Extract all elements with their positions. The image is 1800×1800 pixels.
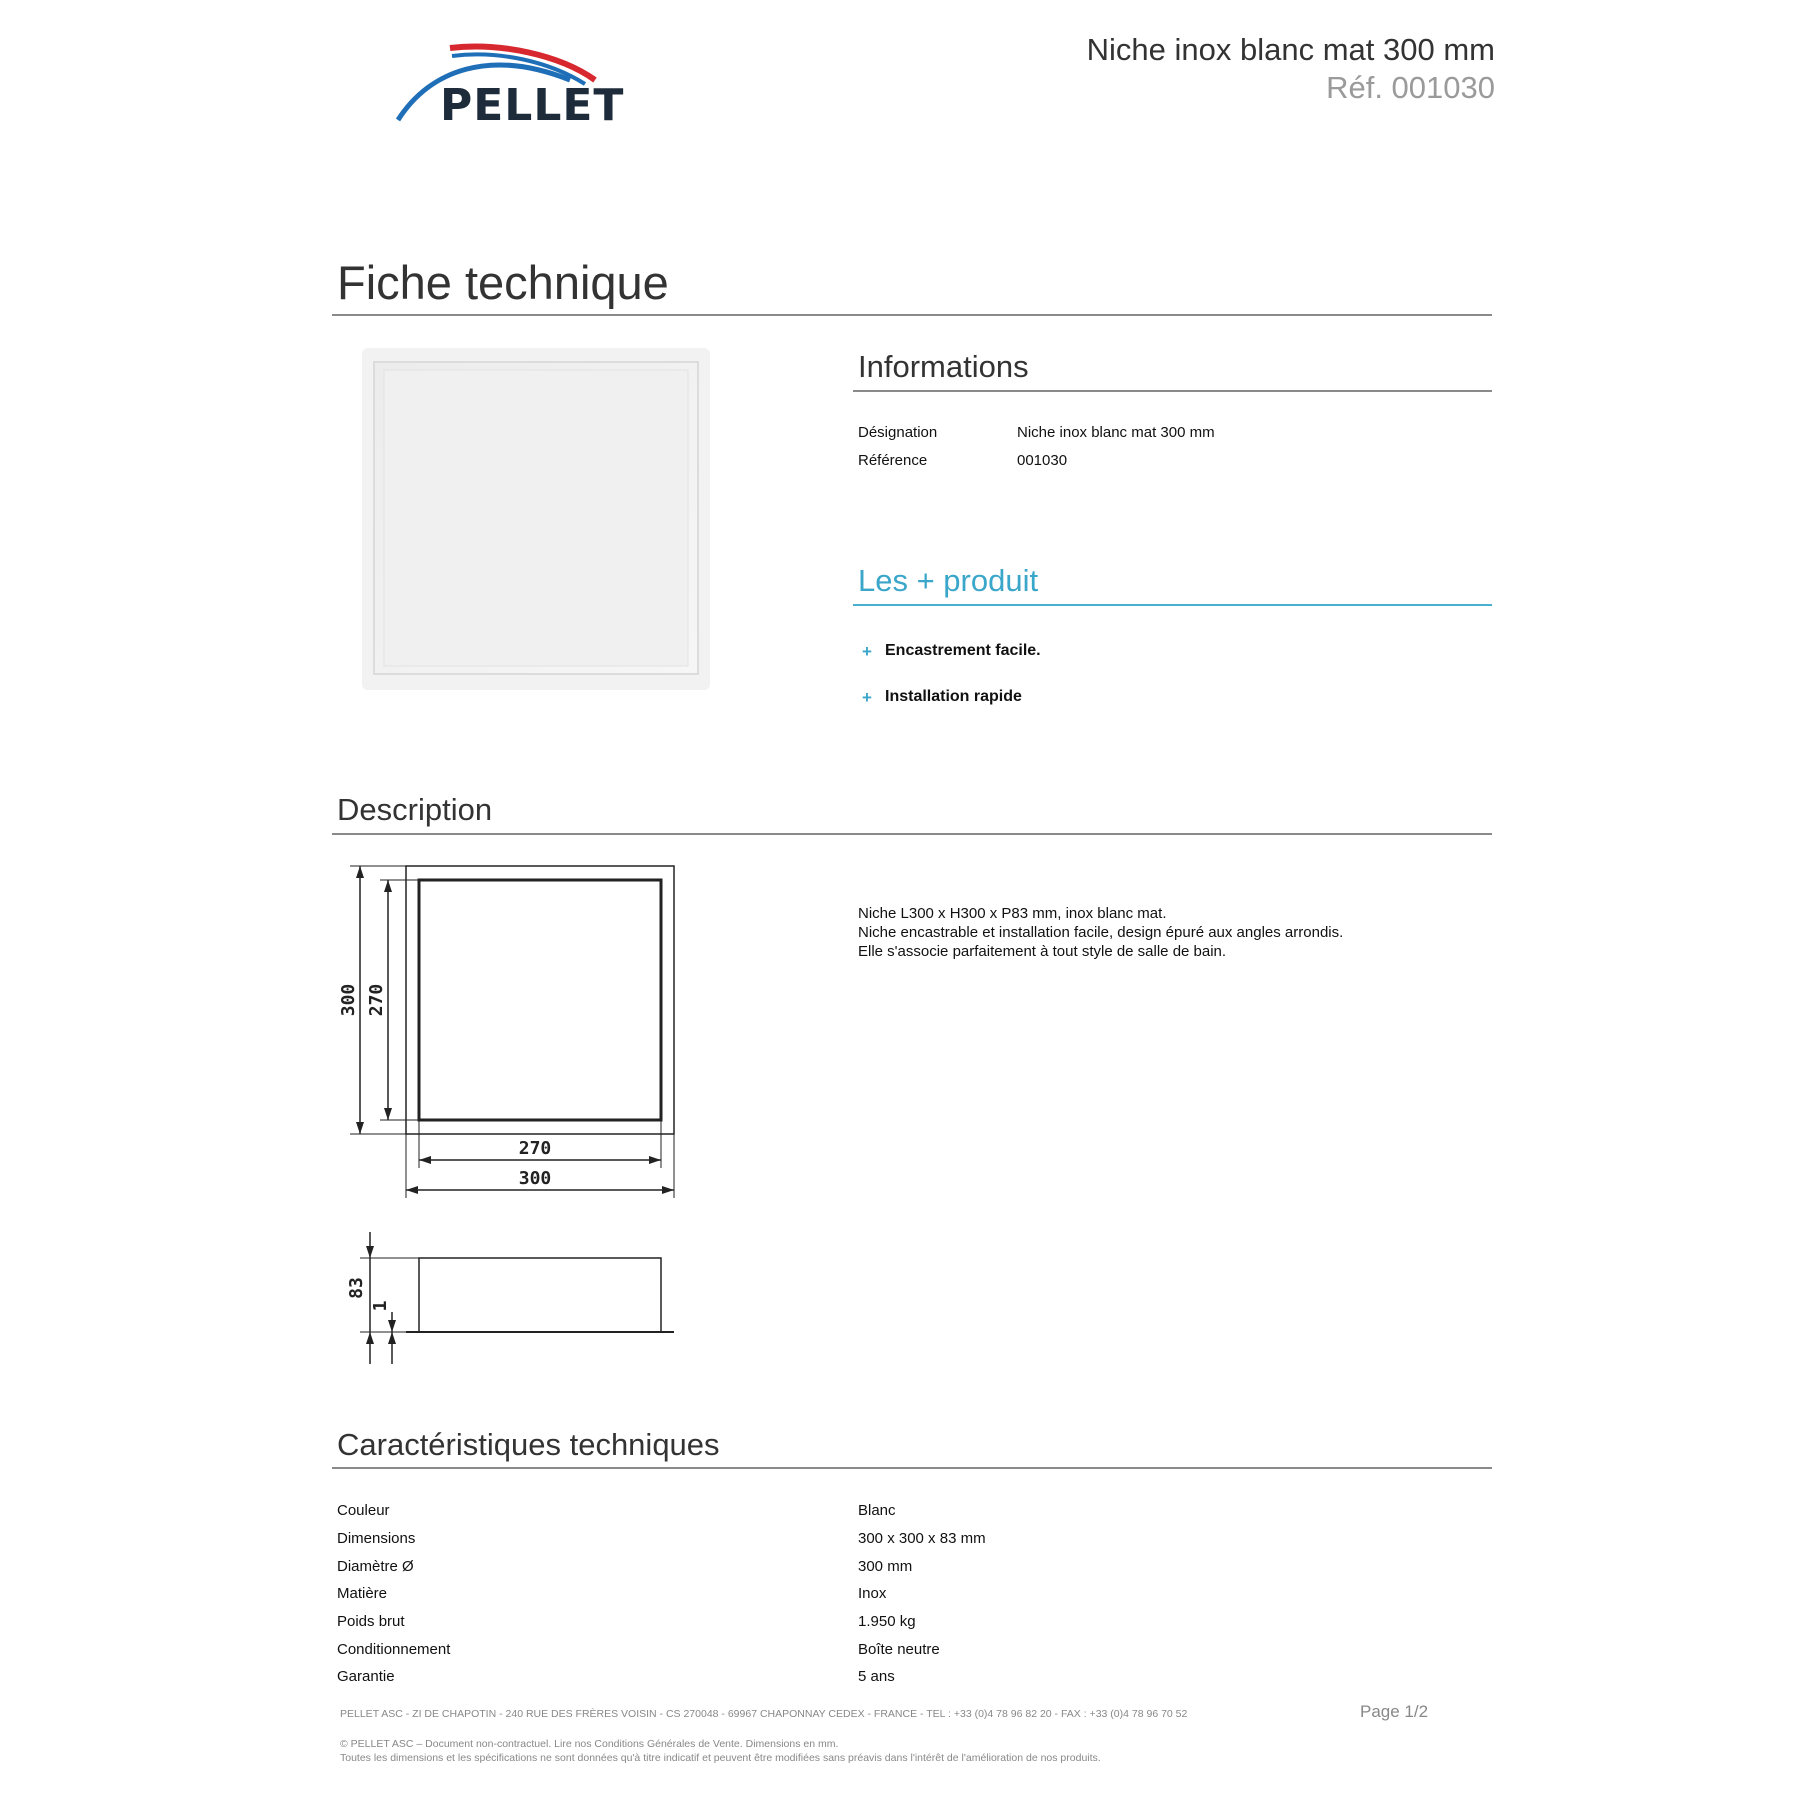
header-reference: Réf. 001030 [1326, 70, 1495, 105]
spec-value: Blanc [858, 1502, 896, 1519]
spec-label: Poids brut [337, 1613, 405, 1630]
spec-label: Garantie [337, 1668, 395, 1685]
description-line: Niche L300 x H300 x P83 mm, inox blanc mat. [858, 905, 1167, 922]
dim-thickness: 1 [370, 1300, 391, 1312]
spec-label: Dimensions [337, 1530, 416, 1547]
description-divider [332, 833, 1492, 835]
info-value: Niche inox blanc mat 300 mm [1017, 424, 1215, 441]
dim-depth: 83 [346, 1277, 367, 1299]
plus-produit-divider [853, 604, 1492, 606]
spec-value: 1.950 kg [858, 1613, 916, 1630]
spec-label: Couleur [337, 1502, 390, 1519]
plus-bullet-icon: + [862, 688, 872, 707]
caracteristiques-title: Caractéristiques techniques [337, 1427, 720, 1462]
caracteristiques-divider [332, 1467, 1492, 1469]
plus-produit-title: Les + produit [858, 563, 1039, 598]
dim-height-inner: 270 [366, 983, 387, 1017]
dim-height-outer: 300 [338, 983, 359, 1017]
dim-width-inner: 270 [518, 1138, 552, 1159]
spec-value: 300 mm [858, 1558, 913, 1575]
page-title: Fiche technique [337, 256, 669, 309]
footer-address: PELLET ASC - ZI DE CHAPOTIN - 240 RUE DES FRÈRES VOISIN - CS 270048 - 69967 CHAPONNAY CEDEX - FRANCE - TEL : +33 (0)4 78 96 82 20 - FAX : +33 (0)4 78 96 70 52 [340, 1708, 1188, 1720]
footer-legal [340, 1737, 1101, 1765]
side-view-drawing [330, 1228, 690, 1368]
brand-name: PELLET [440, 80, 625, 131]
plus-item: Installation rapide [885, 688, 1022, 705]
spec-label: Diamètre Ø [337, 1558, 414, 1575]
informations-divider [853, 390, 1492, 392]
info-value: 001030 [1017, 452, 1068, 469]
spec-label: Conditionnement [337, 1641, 451, 1658]
spec-value: Inox [858, 1585, 887, 1602]
plus-bullet-icon: + [862, 642, 872, 661]
informations-title: Informations [858, 349, 1029, 384]
description-title: Description [337, 792, 493, 827]
spec-value: 300 x 300 x 83 mm [858, 1530, 986, 1547]
info-label: Référence [858, 452, 928, 469]
description-line: Elle s'associe parfaitement à tout style de salle de bain. [858, 943, 1227, 960]
spec-label: Matière [337, 1585, 388, 1602]
header-product-title: Niche inox blanc mat 300 mm [1086, 32, 1495, 67]
page-number: Page 1/2 [1360, 1702, 1429, 1721]
niche-image-icon [362, 348, 710, 690]
spec-value: 5 ans [858, 1668, 895, 1685]
spec-value: Boîte neutre [858, 1641, 940, 1658]
title-divider [332, 314, 1492, 316]
description-text [858, 904, 1343, 961]
info-label: Désignation [858, 424, 938, 441]
legal-line: © PELLET ASC – Document non-contractuel. Lire nos Conditions Générales de Vente. Dimensions en mm. [340, 1738, 839, 1750]
description-line: Niche encastrable et installation facile, design épuré aux angles arrondis. [858, 924, 1344, 941]
plus-item: Encastrement facile. [885, 642, 1041, 659]
product-photo [362, 348, 710, 690]
front-view-drawing [330, 858, 690, 1208]
legal-line: Toutes les dimensions et les spécifications ne sont données qu'à titre indicatif et peuvent être modifiées sans préavis dans l'intérêt de l'amélioration de nos produits. [340, 1752, 1101, 1764]
dim-width-outer: 300 [518, 1168, 552, 1189]
brand-logo [390, 40, 650, 130]
